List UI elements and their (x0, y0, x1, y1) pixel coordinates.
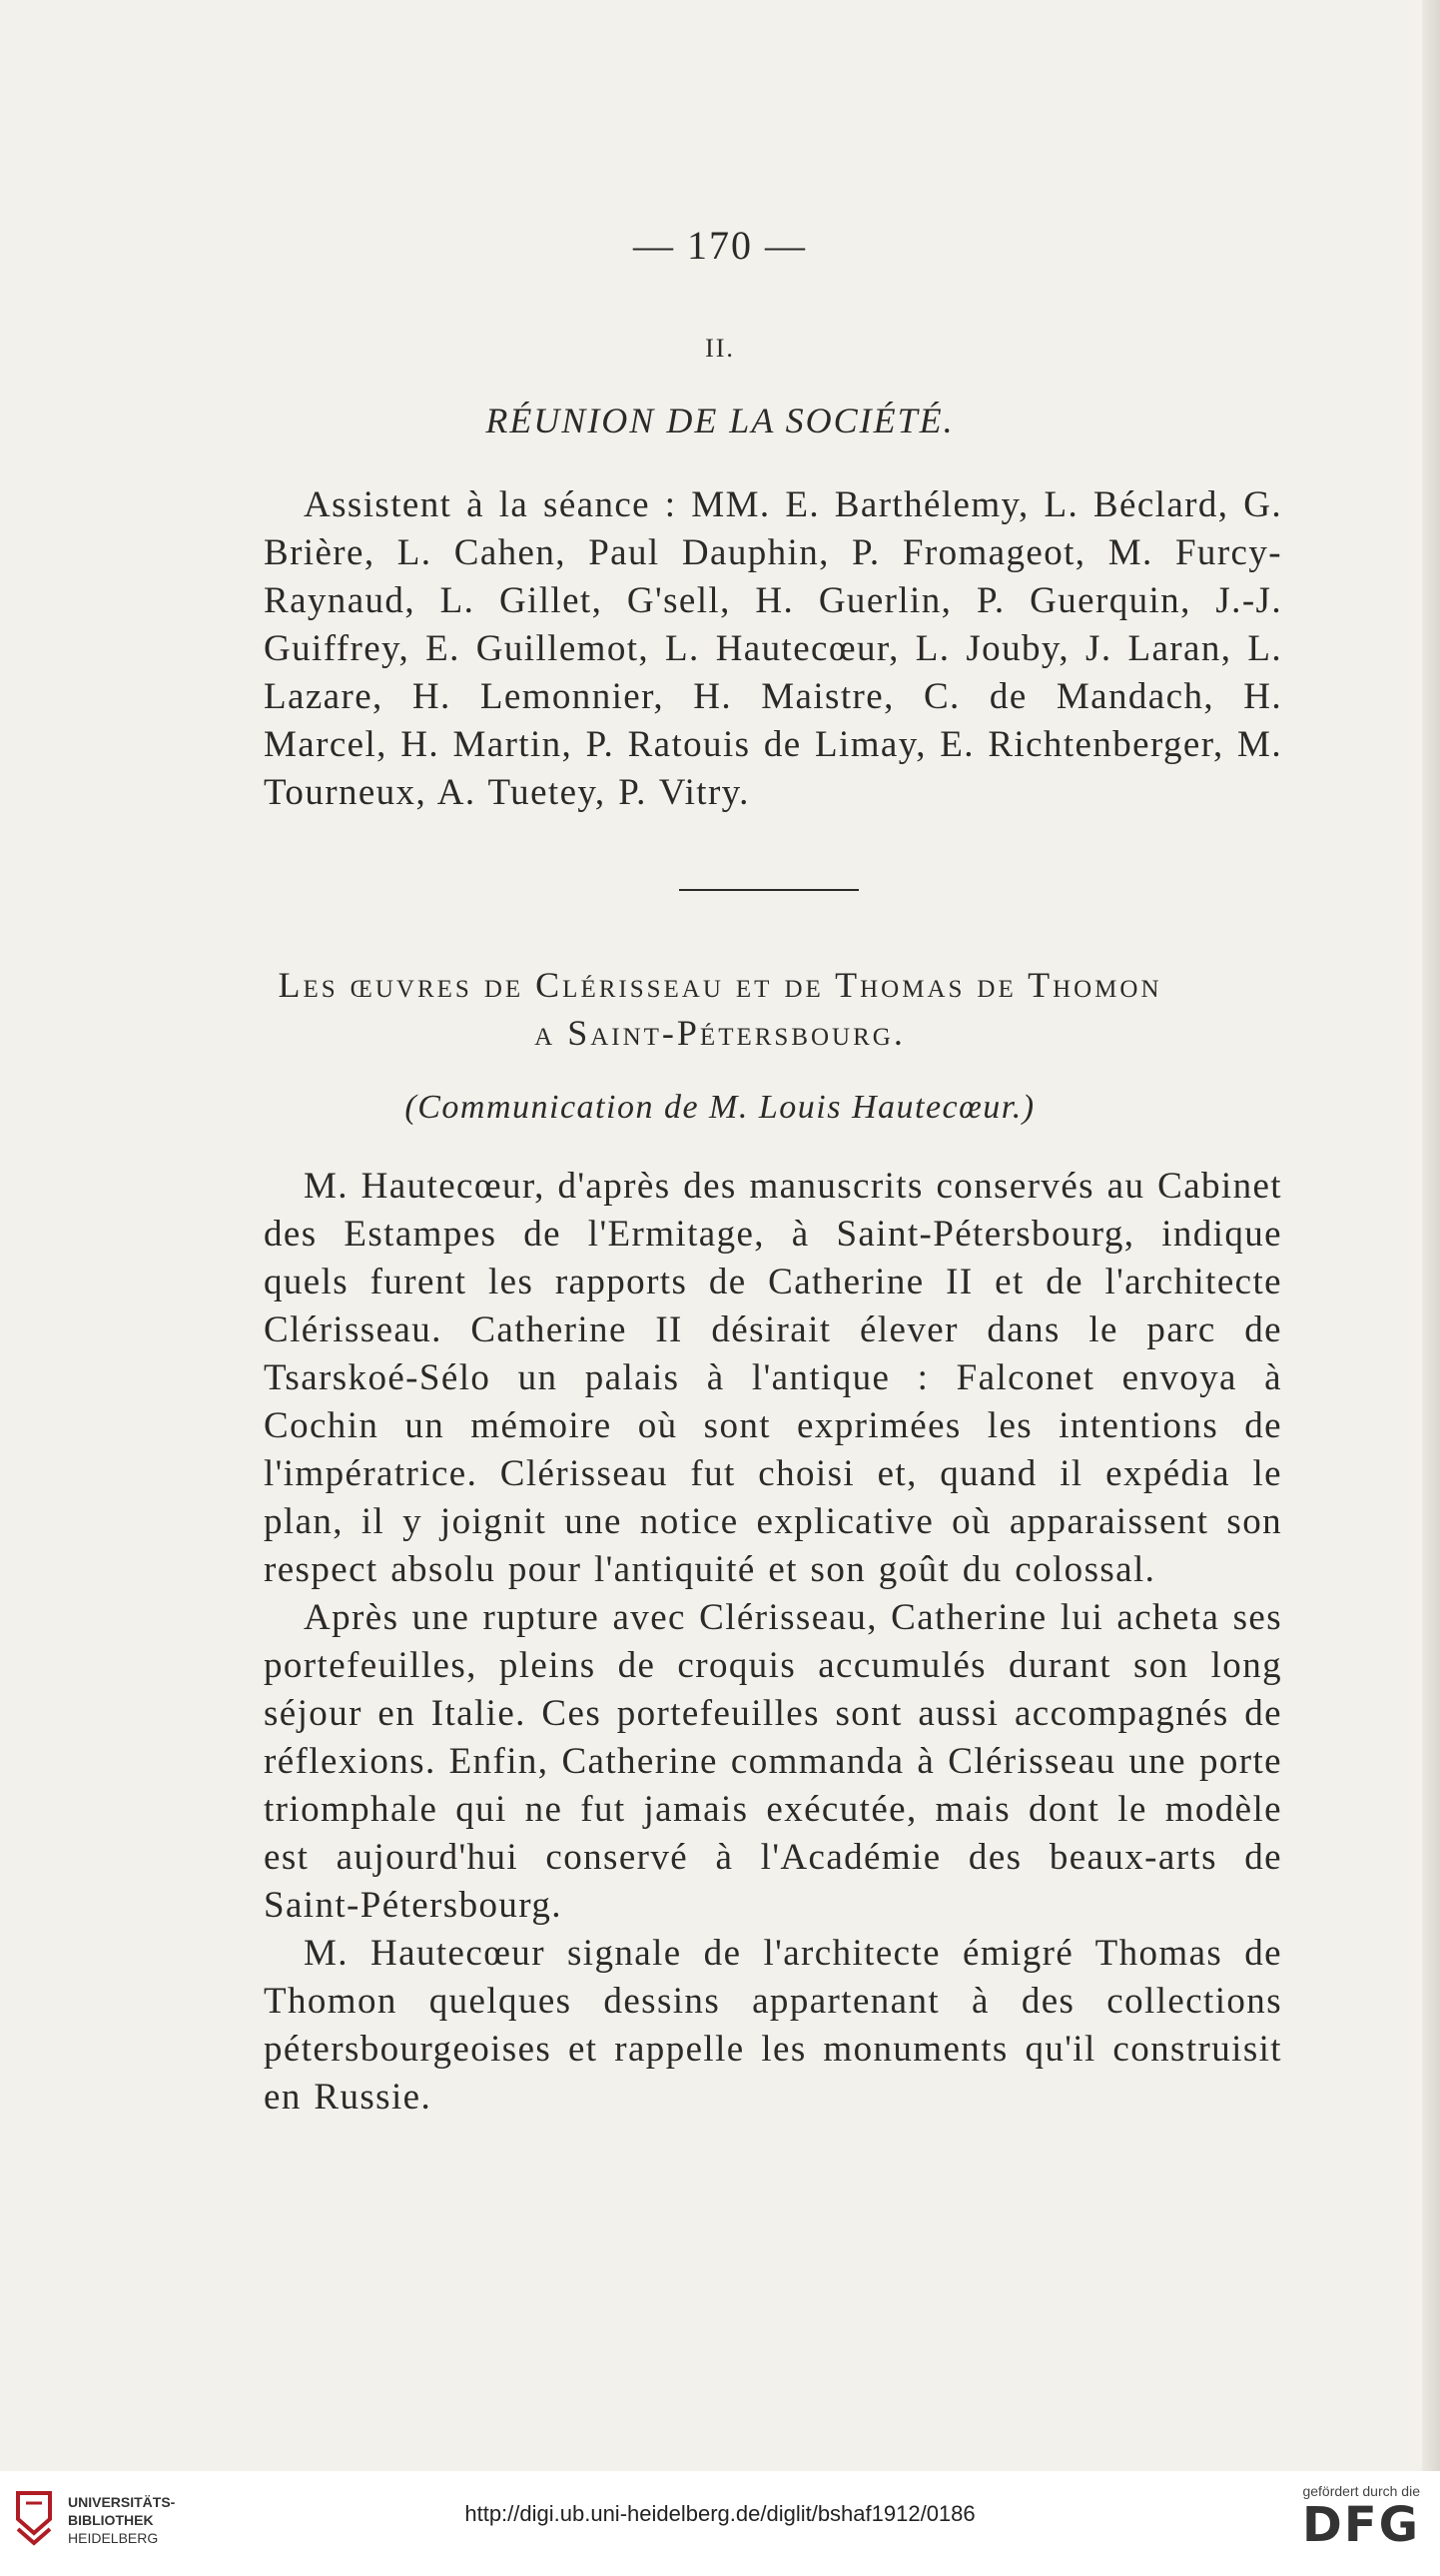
library-name-line-3: HEIDELBERG (68, 2530, 159, 2546)
permalink-url[interactable]: http://digi.ub.uni-heidelberg.de/diglit/bshaf1912/0186 (464, 2501, 976, 2526)
attendees-paragraph: Assistent à la séance : MM. E. Barthélemy, L. Béclard, G. Brière, L. Cahen, Paul Dauphin, P. Fromageot, M. Furcy-Raynaud, L. Gillet, G'sell, H. Guerlin, P. Guerquin, J.-J. Guiffrey, E. Guillemot, L. Hautecœur, L. Jouby, J. Laran, L. Lazare, H. Lemonnier, H. Maistre, C. de Mandach, H. Marcel, H. Martin, P. Ratouis de Limay, E. Richtenberger, M. Tourneux, A. Tuetey, P. Vitry. (264, 484, 1282, 813)
body-text (264, 1163, 1282, 2122)
library-name-line-2: BIBLIOTHEK (68, 2512, 154, 2528)
footer-bar (0, 2471, 1440, 2576)
library-name-line-1: UNIVERSITÄTS- (68, 2494, 176, 2510)
funding-credit[interactable] (1270, 2483, 1420, 2551)
attendees-block (264, 481, 1282, 817)
funding-label: gefördert durch die (1302, 2483, 1420, 2499)
dfg-logo: DFG (1301, 2497, 1420, 2553)
article-title-line-2: a Saint-Pétersbourg. (534, 1013, 906, 1053)
body-paragraph-3: M. Hautecœur signale de l'architecte émigré Thomas de Thomon quelques dessins appartenant à des collections pétersbourgeoises et rappelle les monuments qu'il construisit en Russie. (264, 1933, 1282, 2118)
article-title-line-1: Les œuvres de Clérisseau et de Thomas de Thomon (278, 965, 1162, 1005)
body-paragraph-2: Après une rupture avec Clérisseau, Catherine lui acheta ses portefeuilles, pleins de croquis accumulés durant son long séjour en Italie. Ces portefeuilles sont aussi accompagnés de réflexions. Enfin, Catherine commanda à Clérisseau une porte triomphale qui ne fut jamais exécutée, mais dont le modèle est aujourd'hui conservé à l'Académie des beaux-arts de Saint-Pétersbourg. (264, 1597, 1282, 1926)
section-numeral: II. (705, 334, 735, 363)
body-paragraph-1: M. Hautecœur, d'après des manuscrits conservés au Cabinet des Estampes de l'Ermitage, à Saint-Pétersbourg, indique quels furent les rapports de Catherine II et de l'architecte Clérisseau. Catherine II désirait élever dans le parc de Tsarskoé-Sélo un palais à l'antique : Falconet envoya à Cochin un mémoire où sont exprimées les intentions de l'impératrice. Clérisseau fut choisi et, quand il expédia le plan, il y joignit une notice explicative où apparaissent son respect absolu pour l'antiquité et son goût du colossal. (264, 1166, 1282, 1590)
communication-byline: (Communication de M. Louis Hautecœur.) (404, 1089, 1036, 1126)
section-title: RÉUNION DE LA SOCIÉTÉ. (485, 401, 955, 440)
page-number: — 170 — (633, 223, 807, 268)
section-divider (679, 889, 859, 891)
article-title (0, 961, 1440, 1057)
page-edge-shadow (1422, 0, 1440, 2471)
